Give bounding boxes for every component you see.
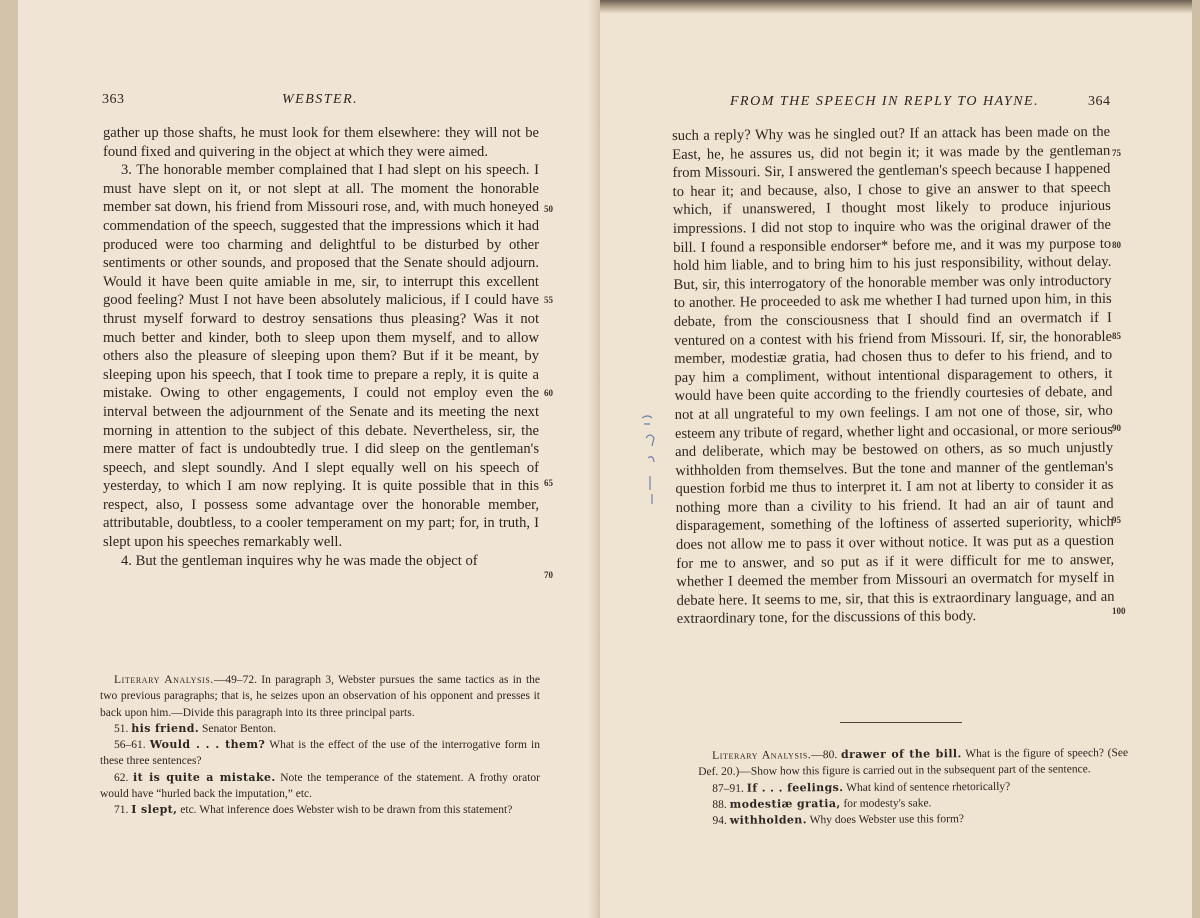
analysis-text: What is the figure of speech? (See Def. 20.)—Show how this figure is carried out in the subsequent part of the sentence. xyxy=(698,746,1129,779)
footnote-ref: 87–91. xyxy=(712,782,744,795)
left-page xyxy=(18,0,600,918)
footnote-item xyxy=(100,770,540,803)
footnote-term: his friend. xyxy=(131,721,200,735)
left-line-number: 60 xyxy=(544,388,553,398)
right-line-number: 75 xyxy=(1112,148,1121,158)
footnote-item xyxy=(100,802,540,818)
right-body-text xyxy=(672,123,1115,629)
right-page xyxy=(600,0,1192,918)
left-body-text xyxy=(103,124,539,570)
footnote-text: What is the effect of the use of the interrogative form in these three sentences? xyxy=(100,739,541,768)
left-line-number: 50 xyxy=(544,204,553,214)
footnote-ref: 88. xyxy=(712,798,727,811)
footnote-divider xyxy=(840,722,962,723)
footnote-item xyxy=(100,737,540,770)
right-line-number: 100 xyxy=(1112,606,1126,616)
right-running-head: FROM THE SPEECH IN REPLY TO HAYNE. xyxy=(730,94,1040,109)
left-running-head: WEBSTER. xyxy=(282,92,359,107)
footnote-term: it is quite a mistake. xyxy=(133,770,276,784)
left-line-number: 55 xyxy=(544,295,553,305)
analysis-label: Literary Analysis. xyxy=(114,674,214,686)
left-footnotes xyxy=(100,672,540,819)
right-analysis-intro xyxy=(698,745,1128,781)
footnote-ref: 56–61. xyxy=(114,739,146,752)
left-paragraph-3: 3. The honorable member complained that I had slept on his speech. I must have slept on it, or not slept at all. The moment the honorable member sat down, his friend from Missouri rose, and, with much honeyed commendation of the speech, suggested that the impressions which it had produced were too charming and delightful to be disturbed by other sentiments or other sounds, and proposed that the Senate should adjourn. Would it have been quite amiable in me, sir, to interrupt this excellent good feeling? Must I not have been absolutely malicious, if I could have thrust myself forward to destroy sensations thus pleasing? Was it not much better and kinder, both to sleep upon them myself, and to allow others also the pleasure of sleeping upon them? But if it be meant, by sleeping upon his speech, that I took time to prepare a reply, it is quite a mistake. Owing to other engagements, I could not employ even the interval between the adjournment of the Senate and its meeting the next morning in attention to the subject of this debate. Nevertheless, sir, the mere matter of fact is undoubtedly true. I did sleep on the gentleman's speech, and slept soundly. And I slept equally well on his speech of yesterday, to which I am now replying. It is quite possible that in this respect, also, I possess some advantage over the honorable member, attributable, doubtless, to a cooler temperament on my part; for, in truth, I slept upon his speeches remarkably well. xyxy=(103,162,539,551)
footnote-ref: 51. xyxy=(114,722,129,735)
footnote-item xyxy=(698,810,1128,829)
left-line-number: 65 xyxy=(544,478,553,488)
footnote-text: Note the temperance of the statement. A frothy orator would have “hurled back the imputation,” etc. xyxy=(100,771,540,801)
footnote-text: Senator Benton. xyxy=(199,722,277,735)
right-line-number: 80 xyxy=(1112,240,1121,250)
footnote-ref: 62. xyxy=(114,771,129,784)
right-line-number: 85 xyxy=(1112,331,1121,341)
footnote-term: withholden. xyxy=(729,813,807,827)
pencil-marginalia xyxy=(638,410,678,510)
left-page-edge xyxy=(0,0,18,918)
footnote-term: modestiæ gratia, xyxy=(729,796,841,811)
footnote-term: If . . . feelings. xyxy=(746,780,844,795)
footnote-text: for modesty's sake. xyxy=(840,797,932,810)
right-line-number: 90 xyxy=(1112,423,1121,433)
footnote-item xyxy=(100,721,540,737)
top-edge-shadow xyxy=(600,0,1200,14)
right-paragraph: such a reply? Why was he singled out? If an attack has been made on the East, he, he assures us, did not begin it; it was made by the gentleman from Missouri. Sir, I answered the gentleman's speech because I happened to hear it; and because, also, I chose to give an answer to that speech which, if unanswered, I thought most likely to produce injurious impressions. I did not stop to inquire who was the original drawer of the bill. I found a responsible endorser* before me, and it was my purpose to hold him liable, and to bring him to his just responsibility, without delay. But, sir, this interrogatory of the honorable member was only introductory to another. He proceeded to ask me whether I had turned upon him, in this debate, from the consciousness that I should find an overmatch if I ventured on a contest with his friend from Missouri. If, sir, the honorable member, modestiæ gratia, had chosen thus to defer to his friend, and to pay him a compliment, without intentional disparagement to others, it would have been quite according to the friendly courtesies of debate, and not at all ungrateful to my own feelings. I am not one of those, sir, who esteem any tribute of regard, whether light and occasional, or more serious and deliberate, which may be bestowed on others, as so much unjustly withholden from themselves. But the tone and manner of the gentleman's question forbid me thus to interpret it. I am not at liberty to consider it as nothing more than a civility to his friend. It had an air of taunt and disparagement, something of the loftiness of asserted superiority, which does not allow me to pass it over without notice. It was put as a question for me to answer, and so put as if it were difficult for me to answer, whether I deemed the member from Missouri an overmatch for myself in debate here. It seems to me, sir, that this is extraordinary language, and an extraordinary tone, for the discussions of this body. xyxy=(672,123,1115,628)
footnote-ref: 94. xyxy=(712,814,727,828)
right-line-number: 95 xyxy=(1112,515,1121,525)
left-paragraph-continued: gather up those shafts, he must look for them elsewhere: they will not be found fixed and quivering in the object at which they were aimed. xyxy=(103,125,539,160)
analysis-label: Literary Analysis. xyxy=(712,749,812,762)
footnote-text: Why does Webster use this form? xyxy=(806,813,965,827)
footnote-text: What kind of sentence rhetorically? xyxy=(843,780,1011,794)
left-analysis-intro xyxy=(100,672,540,721)
footnote-ref: 71. xyxy=(114,804,129,817)
left-paragraph-4: 4. But the gentleman inquires why he was made the object of xyxy=(121,552,478,569)
right-page-number: 364 xyxy=(1088,94,1111,109)
left-page-number: 363 xyxy=(102,92,125,107)
analysis-text: —49–72. In paragraph 3, Webster pursues the same tactics as in the two previous paragraphs; that is, he seizes upon an observation of his opponent and presses it back upon him.—Divide this paragraph into its three principal parts. xyxy=(100,674,540,719)
footnote-term: Would . . . them? xyxy=(149,738,266,752)
analysis-ref: —80. xyxy=(811,749,838,762)
footnote-text: etc. What inference does Webster wish to be drawn from this statement? xyxy=(177,804,513,817)
right-page-edge xyxy=(1192,0,1200,918)
left-line-number: 70 xyxy=(544,570,553,580)
footnote-term: I slept, xyxy=(131,803,178,817)
footnote-term: drawer of the bill. xyxy=(840,747,962,762)
right-footnotes xyxy=(698,745,1129,829)
